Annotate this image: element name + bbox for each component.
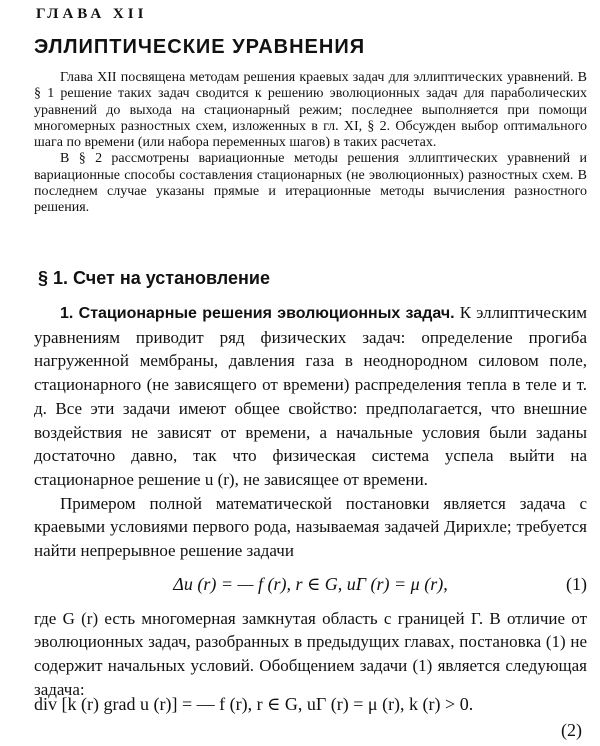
- equation-1-formula: Δu (r) = — f (r), r ∈ G, uГ (r) = μ (r),: [173, 573, 448, 594]
- section-title: § 1. Счет на установление: [38, 268, 270, 288]
- chapter-title: ЭЛЛИПТИЧЕСКИЕ УРАВНЕНИЯ: [34, 36, 366, 58]
- equation-2-number: (2): [561, 720, 582, 740]
- body-paragraph-1-text: К эллиптическим уравнениям приводит ряд физических задач: определение прогиба нагруженной мембраны, давления газа в неоднородном силовом поле, стационарного (не зависящего от времени) распределения тепла в теле и т. д. Все эти задачи имеют общее свойство: предполагается, что внешние воздействия не зависят от времени, а начальные условия были заданы достаточно давно, так что физическая система успела выйти на стационарное решение u (r), не зависящее от времени.: [34, 303, 587, 489]
- body-paragraph-3: где G (r) есть многомерная замкнутая область с границей Г. В отличие от эволюционных задач, разобранных в предыдущих главах, постановка (1) не содержит начальных условий. Обобщением задачи (1) является следующая задача:: [34, 608, 587, 699]
- body-paragraph-1: [34, 301, 587, 492]
- equation-1-number: (1): [566, 573, 587, 594]
- abstract-paragraph-2: В § 2 рассмотрены вариационные методы решения эллиптических уравнений и вариационные способы составления стационарных (не эволюционных) разностных схем. В последнем случае указаны прямые и итерационные методы вычисления разностного решения.: [34, 151, 587, 216]
- chapter-label: ГЛАВА XII: [36, 6, 148, 22]
- equation-1: [34, 563, 587, 607]
- subsection-title: 1. Стационарные решения эволюционных задач.: [60, 305, 455, 322]
- body-paragraph-2: Примером полной математической постановки является задача с краевыми условиями первого рода, называемая задачей Дирихле; требуется найти непрерывное решение задачи: [34, 493, 587, 561]
- section-body: [34, 301, 587, 702]
- equation-2-formula: div [k (r) grad u (r)] = — f (r), r ∈ G, uГ (r) = μ (r), k (r) > 0.: [34, 694, 474, 714]
- abstract-paragraph-1: Глава XII посвящена методам решения краевых задач для эллиптических уравнений. В § 1 решение таких задач сводится к решению эволюционных задач для параболических уравнений до выхода на стационарный режим; последнее выполняется при помощи многомерных разностных схем, изложенных в гл. XI, § 2. Обсужден выбор оптимального шага по времени (или набора переменных шагов) в таких расчетах.: [34, 70, 587, 151]
- chapter-abstract: [34, 70, 587, 217]
